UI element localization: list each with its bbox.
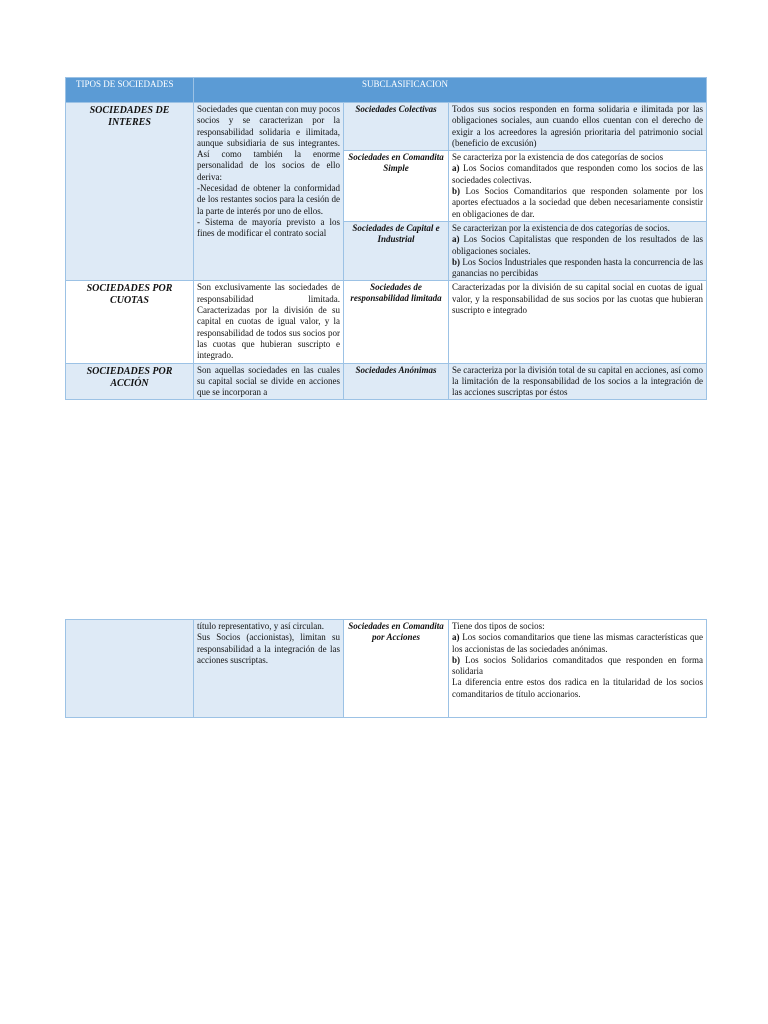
sub-comandita-acciones: Sociedades en Comandita por Acciones xyxy=(344,620,449,718)
sub-colectivas: Sociedades Colectivas xyxy=(344,103,449,151)
desc-cont-line-1: título representativo, y así circulan. xyxy=(197,621,324,631)
text-a: Los Socios Capitalistas que responden de los resultados de las obligaciones sociales. xyxy=(452,234,704,256)
societies-table-continuation xyxy=(65,619,707,718)
desc-accion: Son aquellas sociedades en las cuales su capital social se divide en acciones que se incorporan a xyxy=(194,363,344,400)
text-b: Los Socios Comanditarios que responden solamente por los aportes efectuados a la sociedad que deben necesariamente consistir en obligaciones de dar. xyxy=(452,186,704,219)
type-accion-continuation xyxy=(66,620,194,718)
label-a: a) xyxy=(452,234,460,245)
label-b: b) xyxy=(452,654,461,665)
header-tipos: TIPOS DE SOCIEDADES xyxy=(66,78,194,103)
detail-comandita-acciones-a xyxy=(452,632,703,655)
detail-comandita-simple-intro: Se caracteriza por la existencia de dos categorías de socios xyxy=(452,152,664,163)
text-a: Los Socios comanditados que responden como los socios de las sociedades colectivas. xyxy=(452,163,704,185)
label-b: b) xyxy=(452,186,461,197)
detail-comandita-simple-a xyxy=(452,163,703,186)
label-a: a) xyxy=(452,163,460,174)
row-interes-colectivas xyxy=(66,103,707,151)
detail-comandita-simple-b xyxy=(452,186,703,220)
text-b: Los Socios Industriales que responden hasta la concurrencia de las ganancias no percibidas xyxy=(452,256,704,279)
table-header-row xyxy=(66,78,707,103)
desc-interes-bullet-1: -Necesidad de obtener la conformidad de los restantes socios para la cesión de la parte de interés por uno de ellos. xyxy=(197,183,340,216)
desc-interes xyxy=(194,103,344,281)
type-interes: SOCIEDADES DE INTERES xyxy=(66,103,194,281)
detail-capital-industrial xyxy=(449,221,707,280)
type-cuotas: SOCIEDADES POR CUOTAS xyxy=(66,281,194,363)
societies-table xyxy=(65,77,707,400)
row-accion-continuation xyxy=(66,620,707,718)
detail-capital-industrial-b xyxy=(452,257,703,280)
detail-capital-industrial-a xyxy=(452,234,703,257)
sub-capital-industrial: Sociedades de Capital e Industrial xyxy=(344,221,449,280)
desc-cont-line-2: Sus Socios (accionistas), limitan su responsabilidad a la integración de las acciones suscriptas. xyxy=(197,632,340,665)
label-b: b) xyxy=(452,256,461,267)
sub-comandita-simple: Sociedades en Comandita Simple xyxy=(344,151,449,222)
detail-resp-limitada: Caracterizadas por la división de su capital social en cuotas de igual valor, y la responsabilidad de sus socios por las cuotas que hubieran suscripto e integrado xyxy=(449,281,707,363)
row-accion xyxy=(66,363,707,400)
text-a: Los socios comanditarios que tiene las mismas características que los accionistas de las sociedades anónimas. xyxy=(452,632,703,654)
sub-resp-limitada: Sociedades de responsabilidad limitada xyxy=(344,281,449,363)
desc-interes-bullet-2: - Sistema de mayoría previsto a los fines de modificar el contrato social xyxy=(197,216,340,239)
sub-anonimas: Sociedades Anónimas xyxy=(344,363,449,400)
detail-comandita-acciones xyxy=(449,620,707,718)
row-cuotas xyxy=(66,281,707,363)
desc-accion-continuation xyxy=(194,620,344,718)
header-subclasificacion: SUBCLASIFICACION xyxy=(194,78,707,103)
detail-comandita-acciones-note: La diferencia entre estos dos radica en la titularidad de los socios comanditarios de título accionarios. xyxy=(452,677,703,699)
detail-capital-industrial-intro: Se caracterizan por la existencia de dos categorías de socios. xyxy=(452,222,670,233)
type-accion: SOCIEDADES POR ACCIÓN xyxy=(66,363,194,400)
detail-comandita-simple xyxy=(449,151,707,222)
detail-comandita-acciones-intro: Tiene dos tipos de socios: xyxy=(452,621,545,631)
text-b: Los socios Solidarios comanditados que responden en forma solidaria xyxy=(452,654,703,677)
desc-cuotas: Son exclusivamente las sociedades de responsabilidad limitada. Caracterizadas por la división de su capital en cuotas de igual valor, y la responsabilidad de todos sus socios por las cuotas que hubieran suscripto e integrado. xyxy=(194,281,344,363)
detail-comandita-acciones-b xyxy=(452,655,703,678)
desc-interes-intro: Sociedades que cuentan con muy pocos socios y se caracterizan por la responsabilidad solidaria e ilimitada, aunque subsidiaria de sus integrantes. Así como también la enorme personalidad de los socios de ello deriva: xyxy=(197,104,340,182)
detail-anonimas: Se caracteriza por la división total de su capital en acciones, así como la limitación de la responsabilidad de los socios a la integración de las acciones suscriptas por éstos xyxy=(449,363,707,400)
detail-colectivas: Todos sus socios responden en forma solidaria e ilimitada por las obligaciones sociales, aun cuando ellos cuentan con el derecho de exigir a los acreedores la agresión prioritaria del patrimonio social (beneficio de excusión) xyxy=(449,103,707,151)
label-a: a) xyxy=(452,632,460,643)
